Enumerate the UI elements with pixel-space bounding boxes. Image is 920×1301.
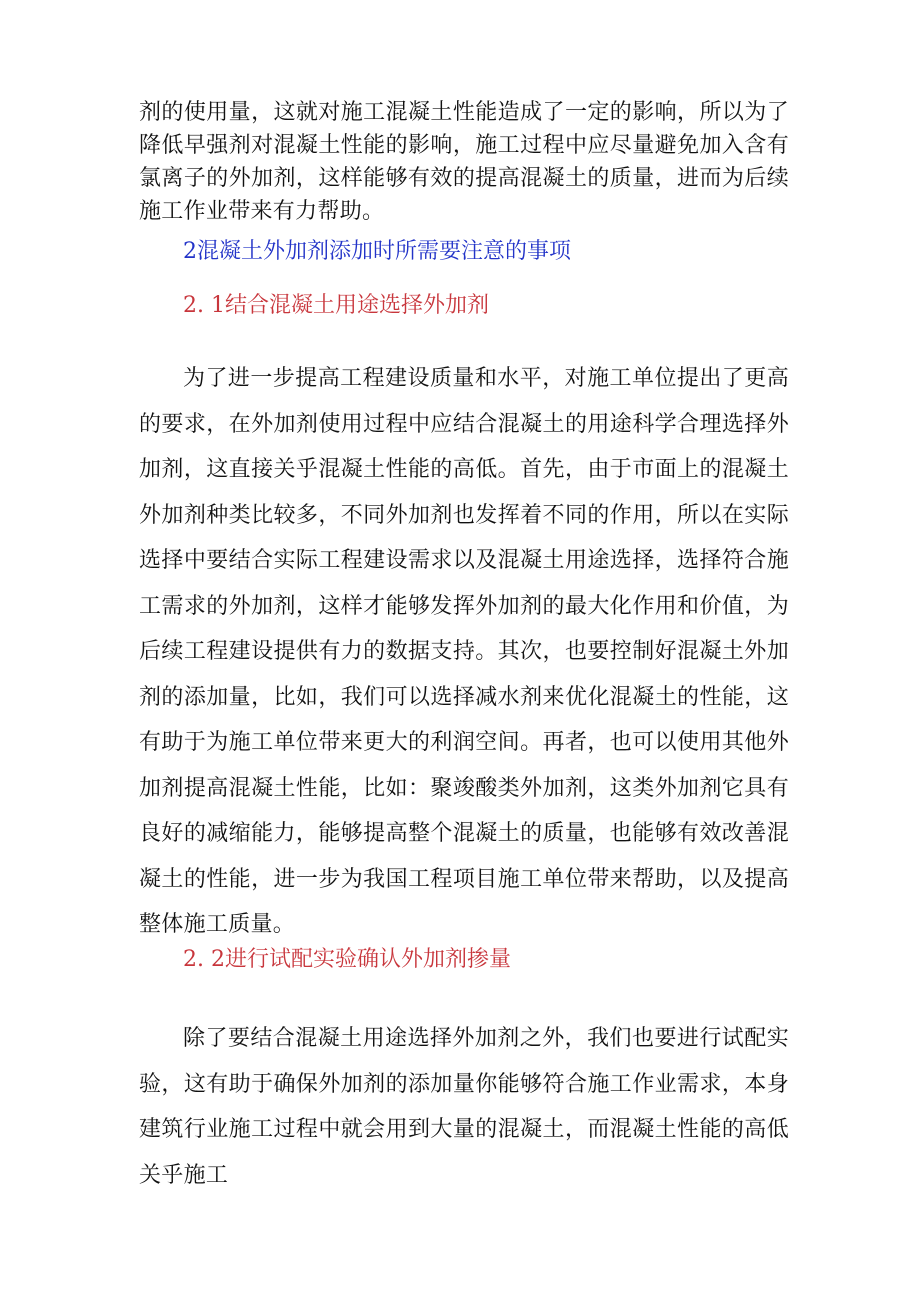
section-heading: 2混凝土外加剂添加时所需要注意的事项 xyxy=(183,239,571,264)
subsection-1-paragraph: 为了进一步提高工程建设质量和水平，对施工单位提出了更高的要求，在外加剂使用过程中应结合混凝土的用途科学合理选择外加剂，这直接关乎混凝土性能的高低。首先，由于市面上的混凝土外加剂种类比较多，不同外加剂也发挥着不同的作用，所以在实际选择中要结合实际工程建设需求以及混凝土用途选择，选择符合施工需求的外加剂，这样才能够发挥外加剂的最大化作用和价值，为后续工程建设提供有力的数据支持。其次，也要控制好混凝土外加剂的添加量，比如，我们可以选择减水剂来优化混凝土的性能，这有助于为施工单位带来更大的利润空间。再者，也可以使用其他外加剂提高混凝土性能，比如：聚竣酸类外加剂，这类外加剂它具有良好的减缩能力，能够提高整个混凝土的质量，也能够有效改善混凝土的性能，进一步为我国工程项目施工单位带来帮助，以及提高整体施工质量。 xyxy=(139,366,789,937)
subsection-1-heading: 2. 1结合混凝土用途选择外加剂 xyxy=(183,293,489,318)
subsection-2-paragraph: 除了要结合混凝土用途选择外加剂之外，我们也要进行试配实验，这有助于确保外加剂的添加量你能够符合施工作业需求，本身建筑行业施工过程中就会用到大量的混凝土，而混凝土性能的高低关乎施工 xyxy=(139,1026,789,1188)
intro-paragraph: 剂的使用量，这就对施工混凝土性能造成了一定的影响，所以为了降低早强剂对混凝土性能的影响，施工过程中应尽量避免加入含有氯离子的外加剂，这样能够有效的提高混凝土的质量，进而为后续施工作业带来有力帮助。 xyxy=(139,100,789,224)
subsection-2-heading: 2. 2进行试配实验确认外加剂掺量 xyxy=(183,947,511,972)
